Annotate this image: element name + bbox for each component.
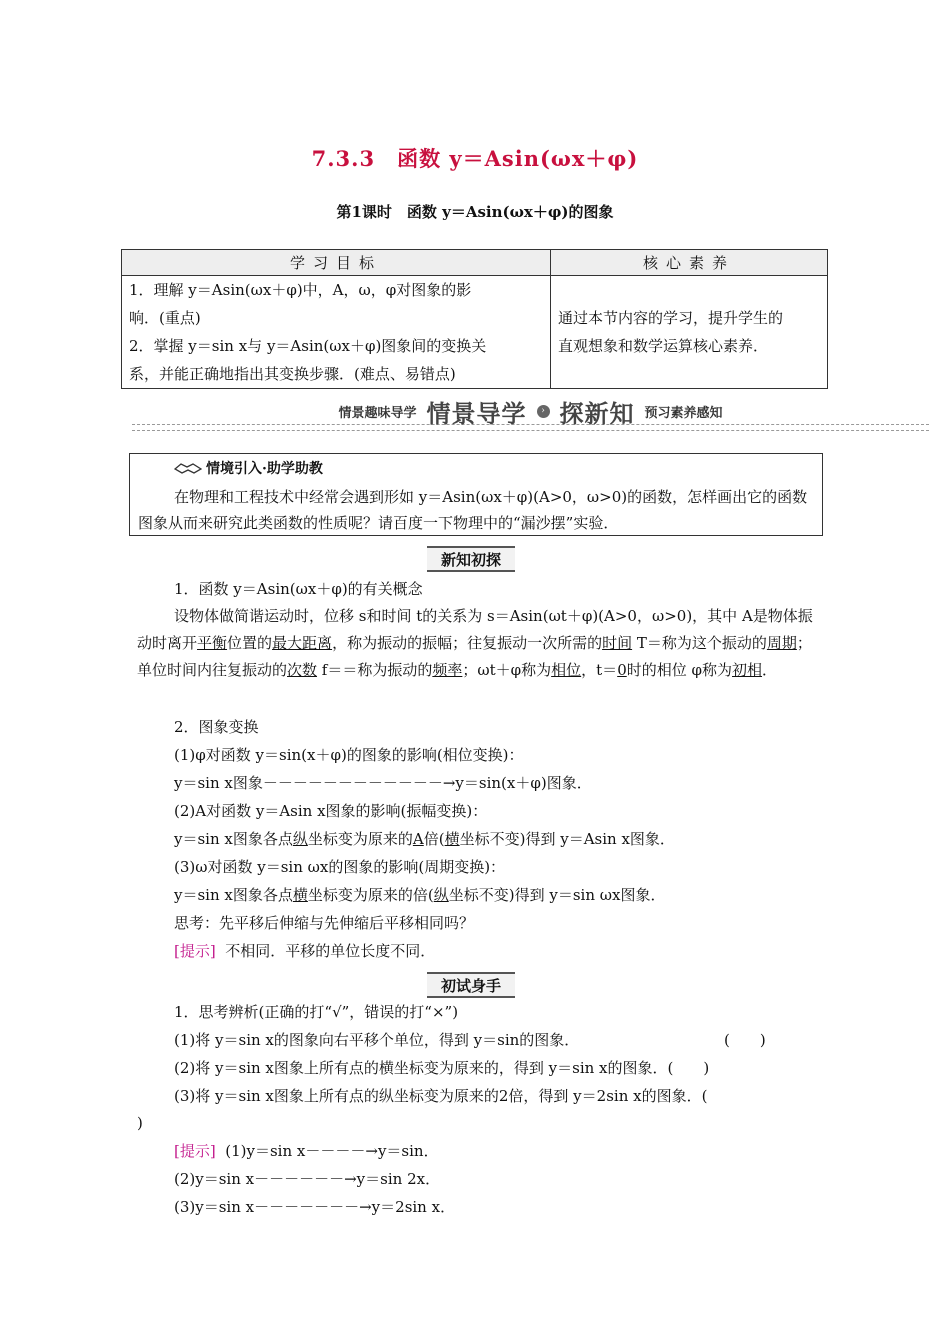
exercise-item: (1)将 y＝sin x的图象向右平移个单位，得到 y＝sin的图象．	[174, 1031, 580, 1049]
goals-right-cell	[551, 276, 828, 389]
underlined-term: 0	[617, 661, 627, 679]
answer-paren-close: )	[137, 1114, 143, 1132]
underlined-term: 纵	[292, 830, 308, 848]
underlined-term: 次数	[287, 661, 318, 679]
underlined-term: 周期	[766, 634, 797, 652]
underlined-term: 横	[444, 830, 460, 848]
transform-line: y＝sin x图象－－－－－－－－－－－－→y＝sin(x＋φ)图象．	[174, 774, 592, 792]
section-badge-new-knowledge	[427, 546, 515, 572]
exercise-intro: 1．思考辨析(正确的打“√”，错误的打“×”)	[174, 1003, 459, 1021]
transform-title: 2．图象变换	[174, 718, 259, 736]
page-title: 7.3.3 函数 y＝Asin(ωx＋φ)	[311, 146, 639, 171]
intro-box	[129, 453, 823, 536]
goals-table	[121, 249, 828, 389]
exercise-item: (3)将 y＝sin x图象上所有点的纵坐标变为原来的2倍，得到 y＝2sin x的图象．(	[174, 1087, 708, 1105]
text-run: 时的相位 φ称为	[626, 661, 733, 679]
text-run: ；ωt＋φ称为	[462, 661, 552, 679]
text-run: 设物体做简谐运动时，位移 s和时间 t的关系为 s＝Asin(ωt＋φ)(A>0，ω>0)，其中 A是物体振动时离开	[137, 607, 813, 652]
badge-label: 新知初探	[427, 546, 515, 572]
text-run: 坐标变为原来的倍(	[307, 886, 434, 904]
text-run: f＝＝称为振动的	[317, 661, 433, 679]
hint-answer: (1)y＝sin x－－－－→y＝sin．	[225, 1142, 439, 1160]
underlined-term: A	[412, 830, 424, 848]
exercise-hint	[174, 1138, 439, 1164]
text-run: ．	[762, 661, 778, 679]
badge-label: 初试身手	[427, 972, 515, 998]
banner-left-caption: 情景趣味导学	[338, 405, 417, 421]
goals-header-left: 学习目标	[122, 250, 551, 276]
intro-heading	[174, 458, 323, 478]
banner-title-right: 探新知	[559, 398, 635, 428]
underlined-term: 横	[292, 886, 308, 904]
underlined-term: 时间	[602, 634, 633, 652]
exercise-item: (2)将 y＝sin x图象上所有点的横坐标变为原来的，得到 y＝sin x的图象．( )	[174, 1059, 710, 1077]
literacy-line: 直观想象和数学运算核心素养．	[558, 337, 769, 355]
page-subtitle: 第1课时 函数 y＝Asin(ωx＋φ)的图象	[336, 203, 614, 221]
text-run: 坐标不变)得到 y＝Asin x图象．	[459, 830, 675, 848]
text-run: ，t＝	[581, 661, 618, 679]
transform-line	[174, 826, 675, 852]
concept-title: 1．函数 y＝Asin(ωx＋φ)的有关概念	[174, 580, 423, 598]
concept-paragraph	[137, 603, 817, 684]
intro-heading-text: 情境引入·助学助教	[206, 461, 323, 477]
banner-right-caption: 预习素养感知	[644, 405, 723, 421]
text-run: T＝称为这个振动的	[632, 634, 767, 652]
goal-line: 响．(重点)	[129, 309, 201, 327]
goals-header-right: 核心素养	[551, 250, 828, 276]
hint-text: 不相同．平移的单位长度不同．	[225, 942, 436, 960]
text-run: ，称为振动的振幅；往复振动一次所需的	[332, 634, 603, 652]
hint-answer: (2)y＝sin x－－－－－－→y＝sin 2x．	[174, 1170, 441, 1188]
banner-title-left: 情景导学	[426, 398, 527, 428]
text-run: 倍(	[423, 830, 445, 848]
section-banner	[132, 396, 929, 426]
banner-arrow-icon: ›	[537, 405, 550, 418]
text-run: y＝sin x图象各点	[174, 830, 293, 848]
text-run: 位置的	[227, 634, 273, 652]
underlined-term: 平衡	[197, 634, 228, 652]
hint-label: [提示]	[174, 942, 216, 960]
underlined-term: 频率	[432, 661, 463, 679]
goal-line: 1．理解 y＝Asin(ωx＋φ)中，A，ω，φ对图象的影	[129, 281, 472, 299]
literacy-line: 通过本节内容的学习，提升学生的	[558, 309, 784, 327]
underlined-term: 纵	[433, 886, 449, 904]
handshake-icon	[174, 461, 202, 475]
text-run: 坐标变为原来的	[307, 830, 413, 848]
text-run: 坐标不变)得到 y＝sin ωx图象．	[448, 886, 666, 904]
hint-label: [提示]	[174, 1142, 216, 1160]
banner-divider-bottom	[132, 430, 929, 431]
text-run: ；单位时间内往复振动的	[137, 634, 812, 679]
transform-line: (3)ω对函数 y＝sin ωx的图象的影响(周期变换)：	[174, 858, 506, 876]
think-hint	[174, 938, 435, 964]
goals-left-cell	[122, 276, 551, 389]
underlined-term: 最大距离	[272, 634, 333, 652]
transform-line	[174, 882, 665, 908]
intro-text: 在物理和工程技术中经常会遇到形如 y＝Asin(ωx＋φ)(A>0，ω>0)的函数，怎样画出它的函数图象从而来研究此类函数的性质呢？请百度一下物理中的“漏沙摆”实验．	[138, 488, 808, 532]
underlined-term: 相位	[551, 661, 582, 679]
text-run: y＝sin x图象各点	[174, 886, 293, 904]
transform-line: (2)A对函数 y＝Asin x图象的影响(振幅变换)：	[174, 802, 488, 820]
transform-line: (1)φ对函数 y＝sin(x＋φ)的图象的影响(相位变换)：	[174, 746, 524, 764]
underlined-term: 初相	[732, 661, 763, 679]
hint-answer: (3)y＝sin x－－－－－－－→y＝2sin x．	[174, 1198, 456, 1216]
goal-line: 2．掌握 y＝sin x与 y＝Asin(ωx＋φ)图象间的变换关	[129, 337, 487, 355]
section-badge-first-try	[427, 972, 515, 998]
answer-paren: ( )	[724, 1031, 766, 1049]
think-question: 思考：先平移后伸缩与先伸缩后平移相同吗？	[174, 914, 475, 932]
goal-line: 系，并能正确地指出其变换步骤．(难点、易错点)	[129, 365, 456, 383]
